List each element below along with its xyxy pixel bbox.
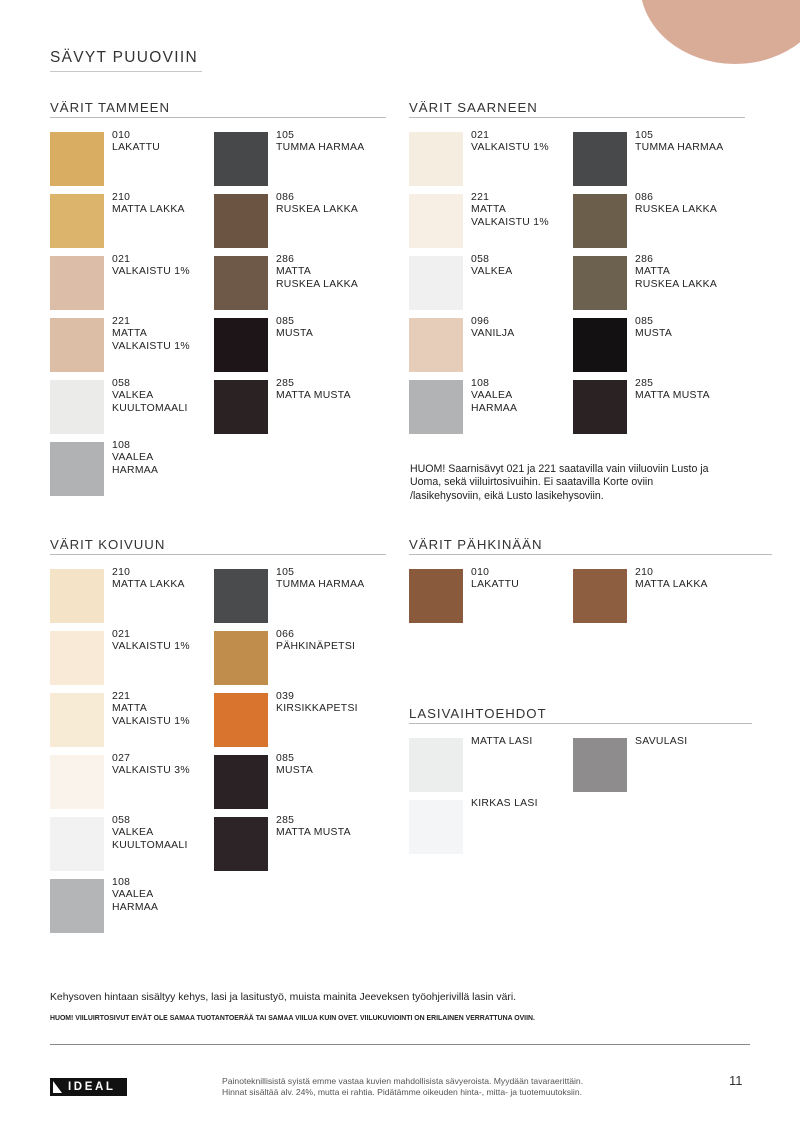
swatch-name: TUMMA HARMAA xyxy=(635,142,724,154)
color-swatch xyxy=(50,879,220,935)
swatch-label xyxy=(112,316,220,353)
section-title: VÄRIT SAARNEEN xyxy=(409,100,745,118)
color-swatch xyxy=(573,738,743,794)
page-number: 11 xyxy=(729,1073,743,1088)
swatch-code: 010 xyxy=(112,130,131,141)
footer-divider xyxy=(50,1044,750,1045)
swatch-chip xyxy=(409,194,463,248)
swatch-code: 058 xyxy=(112,378,131,389)
swatch-chip xyxy=(409,318,463,372)
swatch-name: MATTA xyxy=(112,328,148,340)
swatch-name: PÄHKINÄPETSI xyxy=(276,641,356,653)
color-swatch xyxy=(214,817,384,873)
color-swatch xyxy=(50,693,220,749)
swatch-name: MATTA xyxy=(112,703,148,715)
swatch-code: 010 xyxy=(471,567,490,578)
swatch-name: MATTA xyxy=(635,266,671,278)
swatch-code: 108 xyxy=(471,378,490,389)
color-swatch xyxy=(214,755,384,811)
swatch-name: VALKEA xyxy=(471,266,513,278)
swatch-label xyxy=(276,691,384,716)
swatch-name: MUSTA xyxy=(276,765,314,777)
section-title: VÄRIT KOIVUUN xyxy=(50,537,386,555)
logo-text: IDEAL xyxy=(68,1081,116,1093)
veneer-warning: HUOM! VIILUIRTOSIVUT EIVÄT OLE SAMAA TUOTANTOERÄÄ TAI SAMAA VIILUA KUIN OVET. VIILUKUVIOINTI ON ERILAINEN VERRATTUNA OVIIN. xyxy=(50,1015,535,1022)
swatch-label xyxy=(471,192,579,229)
swatch-name: MATTA MUSTA xyxy=(635,390,710,402)
color-swatch xyxy=(50,256,220,312)
page-title: SÄVYT PUUOVIIN xyxy=(50,49,202,72)
color-swatch xyxy=(50,817,220,873)
swatch-chip xyxy=(50,256,104,310)
swatch-label xyxy=(635,316,743,341)
color-swatch xyxy=(214,256,384,312)
swatch-code: 105 xyxy=(276,130,295,141)
swatch-name: MUSTA xyxy=(276,328,314,340)
section-title: VÄRIT PÄHKINÄÄN xyxy=(409,537,772,555)
swatch-code: 105 xyxy=(635,130,654,141)
color-swatch xyxy=(409,194,579,250)
swatch-name: VALKEA xyxy=(112,390,154,402)
color-swatch xyxy=(214,380,384,436)
swatch-label xyxy=(471,567,579,592)
swatch-chip xyxy=(214,755,268,809)
swatch-name: RUSKEA LAKKA xyxy=(276,278,359,290)
swatch-label xyxy=(635,567,743,592)
swatch-name: LAKATTU xyxy=(112,142,161,154)
swatch-chip xyxy=(409,800,463,854)
swatch-chip xyxy=(409,380,463,434)
swatch-label xyxy=(276,130,384,155)
swatch-grid xyxy=(409,569,772,631)
swatch-label xyxy=(276,567,384,592)
section-koivu xyxy=(50,537,386,941)
swatch-code: 210 xyxy=(112,567,131,578)
swatch-name: VAALEA xyxy=(112,452,154,464)
swatch-name: VALKAISTU 1% xyxy=(112,266,190,278)
color-swatch xyxy=(50,442,220,498)
color-swatch xyxy=(409,318,579,374)
swatch-label xyxy=(112,378,220,415)
swatch-chip xyxy=(50,631,104,685)
color-swatch xyxy=(409,380,579,436)
swatch-code: 021 xyxy=(471,130,490,141)
swatch-chip xyxy=(214,380,268,434)
disclaimer xyxy=(222,1076,583,1099)
swatch-chip xyxy=(214,256,268,310)
swatch-name: MATTA LAKKA xyxy=(112,579,185,591)
section-title: LASIVAIHTOEHDOT xyxy=(409,706,752,724)
swatch-name: HARMAA xyxy=(112,901,159,913)
swatch-code: 027 xyxy=(112,753,131,764)
swatch-name: VALKEA xyxy=(112,827,154,839)
swatch-label xyxy=(112,254,220,279)
swatch-name: VANILJA xyxy=(471,328,515,340)
swatch-chip xyxy=(573,380,627,434)
swatch-name: TUMMA HARMAA xyxy=(276,579,365,591)
ideal-logo xyxy=(50,1078,127,1096)
swatch-code: 221 xyxy=(112,691,131,702)
swatch-chip xyxy=(50,569,104,623)
swatch-label xyxy=(112,130,220,155)
swatch-label xyxy=(471,254,579,279)
swatch-grid xyxy=(50,569,386,941)
color-swatch xyxy=(573,132,743,188)
swatch-label xyxy=(112,440,220,477)
swatch-label xyxy=(471,736,579,748)
swatch-chip xyxy=(214,817,268,871)
color-swatch xyxy=(409,132,579,188)
swatch-name: MATTA LAKKA xyxy=(112,204,185,216)
swatch-code: 085 xyxy=(276,753,295,764)
color-swatch xyxy=(50,569,220,625)
swatch-name: KUULTOMAALI xyxy=(112,839,188,851)
swatch-label xyxy=(471,316,579,341)
swatch-chip xyxy=(50,442,104,496)
color-swatch xyxy=(214,194,384,250)
swatch-name: VAALEA xyxy=(112,889,154,901)
swatch-grid xyxy=(409,132,745,442)
logo-mark-icon xyxy=(50,1078,66,1096)
swatch-code: 085 xyxy=(276,316,295,327)
color-swatch xyxy=(50,318,220,374)
disclaimer-line: Painoteknillisistä syistä emme vastaa kuvien mahdollisista sävyeroista. Myydään tavaraerittäin. xyxy=(222,1076,584,1086)
color-swatch xyxy=(409,800,579,856)
swatch-name: SAVULASI xyxy=(635,736,688,747)
swatch-code: 058 xyxy=(112,815,131,826)
swatch-chip xyxy=(214,318,268,372)
swatch-name: VALKAISTU 1% xyxy=(112,715,190,727)
swatch-chip xyxy=(214,631,268,685)
color-swatch xyxy=(409,256,579,312)
swatch-code: 021 xyxy=(112,629,131,640)
swatch-name: LAKATTU xyxy=(471,579,520,591)
color-swatch xyxy=(573,569,743,625)
swatch-code: 066 xyxy=(276,629,295,640)
swatch-chip xyxy=(409,569,463,623)
swatch-name: TUMMA HARMAA xyxy=(276,142,365,154)
swatch-code: 021 xyxy=(112,254,131,265)
color-swatch xyxy=(573,194,743,250)
swatch-code: 210 xyxy=(112,192,131,203)
color-swatch xyxy=(214,318,384,374)
swatch-code: 085 xyxy=(635,316,654,327)
swatch-name: MATTA LAKKA xyxy=(635,579,708,591)
color-swatch xyxy=(50,755,220,811)
swatch-label xyxy=(112,753,220,778)
color-swatch xyxy=(573,256,743,312)
swatch-name: KUULTOMAALI xyxy=(112,402,188,414)
swatch-label xyxy=(635,192,743,217)
swatch-code: 105 xyxy=(276,567,295,578)
swatch-chip xyxy=(50,879,104,933)
swatch-grid xyxy=(409,738,752,862)
color-swatch xyxy=(50,194,220,250)
color-swatch xyxy=(409,569,579,625)
swatch-name: RUSKEA LAKKA xyxy=(635,204,718,216)
swatch-label xyxy=(112,691,220,728)
saarni-note: HUOM! Saarnisävyt 021 ja 221 saatavilla vain viiluoviin Lusto ja Uoma, sekä viiluirtosivuihin. Ei saatavilla Korte oviin /lasikehysoviin, eikä Lusto lasikehysoviin. xyxy=(410,463,709,502)
swatch-name: HARMAA xyxy=(471,402,518,414)
color-swatch xyxy=(214,693,384,749)
section-saarni xyxy=(409,100,745,442)
swatch-code: 285 xyxy=(635,378,654,389)
swatch-code: 221 xyxy=(471,192,490,203)
swatch-grid xyxy=(50,132,386,504)
color-swatch xyxy=(214,132,384,188)
swatch-chip xyxy=(214,132,268,186)
color-swatch xyxy=(214,631,384,687)
swatch-chip xyxy=(214,569,268,623)
swatch-name: RUSKEA LAKKA xyxy=(276,204,359,216)
swatch-name: VAALEA xyxy=(471,390,513,402)
swatch-code: 096 xyxy=(471,316,490,327)
swatch-label xyxy=(635,736,743,748)
swatch-label xyxy=(635,254,743,291)
swatch-label xyxy=(635,378,743,403)
swatch-chip xyxy=(50,693,104,747)
swatch-chip xyxy=(409,256,463,310)
color-swatch xyxy=(50,631,220,687)
section-tammi xyxy=(50,100,386,504)
swatch-code: 210 xyxy=(635,567,654,578)
swatch-chip xyxy=(50,194,104,248)
swatch-label xyxy=(276,753,384,778)
color-swatch xyxy=(573,380,743,436)
swatch-label xyxy=(471,378,579,415)
swatch-code: 221 xyxy=(112,316,131,327)
swatch-name: VALKAISTU 1% xyxy=(112,641,190,653)
swatch-code: 039 xyxy=(276,691,295,702)
swatch-chip xyxy=(573,569,627,623)
swatch-label xyxy=(276,629,384,654)
swatch-code: 086 xyxy=(276,192,295,203)
swatch-name: KIRKAS LASI xyxy=(471,798,538,809)
swatch-label xyxy=(276,192,384,217)
swatch-label xyxy=(276,316,384,341)
section-lasi xyxy=(409,706,752,862)
swatch-name: KIRSIKKAPETSI xyxy=(276,703,358,715)
swatch-name: VALKAISTU 3% xyxy=(112,765,190,777)
swatch-chip xyxy=(573,194,627,248)
swatch-label xyxy=(471,798,579,810)
swatch-chip xyxy=(573,318,627,372)
swatch-chip xyxy=(50,755,104,809)
color-swatch xyxy=(573,318,743,374)
swatch-name: MATTA MUSTA xyxy=(276,827,351,839)
swatch-chip xyxy=(50,817,104,871)
disclaimer-line: Hinnat sisältää alv. 24%, mutta ei rahtia. Pidätämme oikeuden hinta-, mitta- ja tuotemuutoksiin. xyxy=(222,1087,583,1098)
swatch-chip xyxy=(50,318,104,372)
color-swatch xyxy=(214,569,384,625)
swatch-label xyxy=(276,378,384,403)
swatch-name: VALKAISTU 1% xyxy=(471,216,549,228)
swatch-chip xyxy=(409,738,463,792)
swatch-name: MATTA xyxy=(471,204,507,216)
swatch-label xyxy=(112,877,220,914)
swatch-label xyxy=(471,130,579,155)
swatch-label xyxy=(276,254,384,291)
color-swatch xyxy=(50,380,220,436)
color-swatch xyxy=(409,738,579,794)
swatch-chip xyxy=(573,256,627,310)
swatch-code: 285 xyxy=(276,815,295,826)
swatch-name: VALKAISTU 1% xyxy=(112,340,190,352)
swatch-name: VALKAISTU 1% xyxy=(471,142,549,154)
swatch-label xyxy=(112,815,220,852)
swatch-label xyxy=(276,815,384,840)
swatch-chip xyxy=(50,132,104,186)
swatch-name: MATTA MUSTA xyxy=(276,390,351,402)
swatch-label xyxy=(112,567,220,592)
swatch-chip xyxy=(573,738,627,792)
section-title: VÄRIT TAMMEEN xyxy=(50,100,386,118)
swatch-chip xyxy=(409,132,463,186)
swatch-name: MUSTA xyxy=(635,328,673,340)
color-swatch xyxy=(50,132,220,188)
swatch-chip xyxy=(50,380,104,434)
swatch-code: 086 xyxy=(635,192,654,203)
swatch-name: MATTA LASI xyxy=(471,736,533,747)
swatch-code: 058 xyxy=(471,254,490,265)
corner-decoration xyxy=(640,0,800,64)
swatch-chip xyxy=(214,194,268,248)
swatch-name: MATTA xyxy=(276,266,312,278)
swatch-name: RUSKEA LAKKA xyxy=(635,278,718,290)
section-pahkina xyxy=(409,537,772,631)
swatch-code: 286 xyxy=(276,254,295,265)
swatch-name: HARMAA xyxy=(112,464,159,476)
swatch-label xyxy=(112,192,220,217)
swatch-label xyxy=(635,130,743,155)
swatch-code: 108 xyxy=(112,440,131,451)
swatch-label xyxy=(112,629,220,654)
swatch-chip xyxy=(214,693,268,747)
swatch-code: 286 xyxy=(635,254,654,265)
swatch-code: 108 xyxy=(112,877,131,888)
swatch-chip xyxy=(573,132,627,186)
swatch-code: 285 xyxy=(276,378,295,389)
frame-door-info: Kehysoven hintaan sisältyy kehys, lasi ja lasitustyö, muista mainita Jeeveksen työohjerivillä lasin väri. xyxy=(50,992,517,1003)
